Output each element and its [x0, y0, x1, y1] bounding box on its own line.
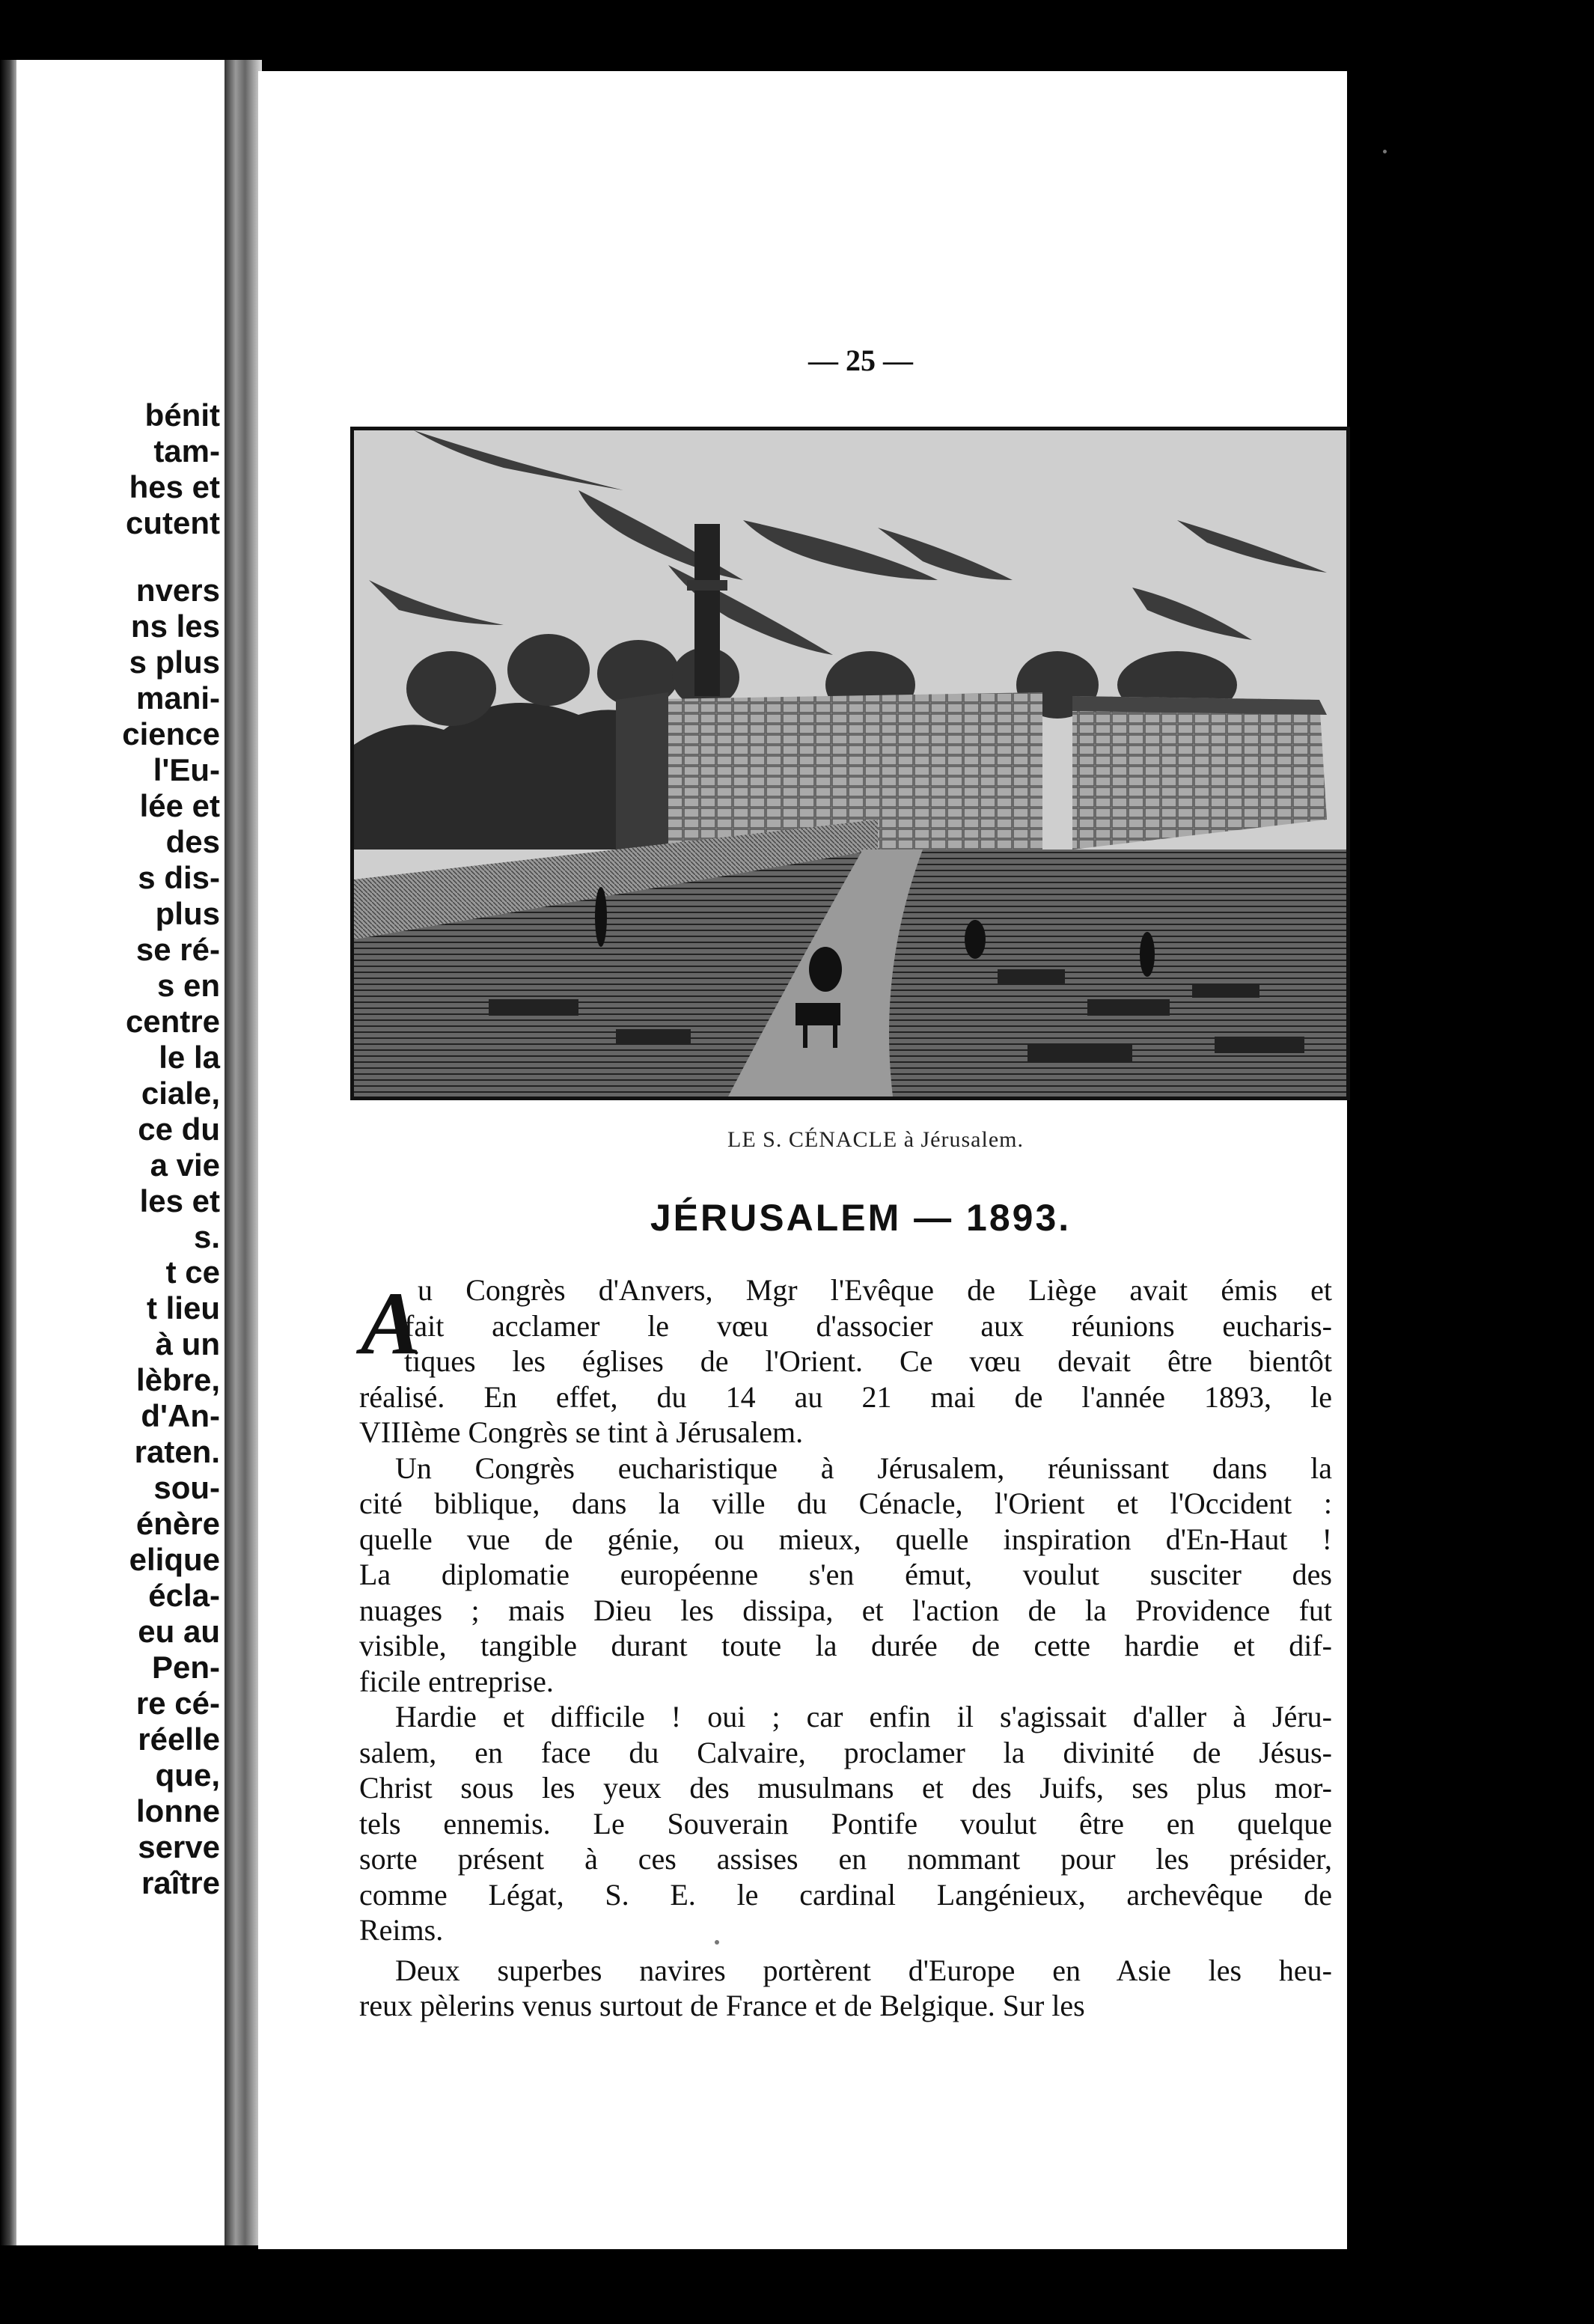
speck [1383, 150, 1387, 153]
left-page-line: que, [155, 1757, 220, 1793]
left-page-line: Pen- [151, 1650, 220, 1685]
left-page-line: les et [139, 1183, 220, 1219]
left-page-line: cutent [126, 505, 220, 540]
left-page-line: mani- [135, 680, 220, 716]
left-page-line: ce du [138, 1111, 220, 1147]
left-page-line: énère [135, 1506, 220, 1541]
left-page-line: cience [122, 716, 220, 751]
body-line: Christ sous les yeux des musulmans et des Juifs, ses plus mor- [359, 1771, 1332, 1805]
left-page-line: t ce [165, 1254, 220, 1290]
body-line: comme Légat, S. E. le cardinal Langénieux, archevêque de [359, 1877, 1332, 1912]
body-line: Reims. [359, 1913, 444, 1947]
body-line: ficile entreprise. [359, 1664, 554, 1698]
left-page-line: elique [129, 1542, 220, 1577]
left-page-line: a vie [150, 1147, 220, 1183]
body-line: réalisé. En effet, du 14 au 21 mai de l'année 1893, le [359, 1379, 1332, 1414]
left-page-line: s en [156, 968, 220, 1003]
body-line: u Congrès d'Anvers, Mgr l'Evêque de Liège avait émis et [418, 1273, 1332, 1307]
drop-cap: A [361, 1273, 421, 1373]
left-page-line: lée et [139, 788, 220, 823]
left-page-line: s. [193, 1219, 220, 1254]
body-line: fait acclamer le vœu d'associer aux réunions eucharis- [404, 1308, 1332, 1343]
left-page-line: des [165, 824, 220, 859]
left-page-line: s dis- [138, 860, 220, 895]
left-page-line: d'An- [141, 1398, 220, 1433]
body-line: tels ennemis. Le Souverain Pontife voulut être en quelque [359, 1806, 1332, 1840]
body-line: cité biblique, dans la ville du Cénacle, l'Orient et l'Occident : [359, 1486, 1332, 1520]
body-line: reux pèlerins venus surtout de France et de Belgique. Sur les [359, 1989, 1085, 2022]
left-page-line: réelle [138, 1721, 220, 1757]
cenacle-engraving [350, 427, 1350, 1100]
section-title: JÉRUSALEM — 1893. [650, 1197, 1072, 1239]
left-page-line: plus [155, 896, 220, 931]
left-page-line: hes et [129, 469, 220, 504]
left-page-line: raten. [134, 1434, 220, 1469]
body-line: visible, tangible durant toute la durée de cette hardie et dif- [359, 1629, 1332, 1662]
engraving-image [354, 430, 1346, 1097]
left-page-line: eu au [138, 1614, 220, 1649]
left-page-line: raître [141, 1865, 220, 1900]
body-line: La diplomatie européenne s'en émut, voulut susciter des [359, 1558, 1332, 1591]
left-page-line: tam- [153, 433, 220, 469]
body-line: salem, en face du Calvaire, proclamer la divinité de Jésus- [359, 1735, 1332, 1769]
left-page-line: le la [159, 1040, 220, 1075]
left-page-line: t lieu [146, 1290, 220, 1326]
book-gutter [225, 60, 262, 2245]
left-page-line: bénit [144, 397, 220, 433]
body-line: tiques les églises de l'Orient. Ce vœu devait être bientôt [404, 1344, 1332, 1378]
left-page-line: re cé- [135, 1686, 220, 1721]
left-page-line: l'Eu- [153, 752, 220, 787]
left-page-line: ns les [130, 609, 220, 644]
speck [715, 1940, 719, 1945]
body-line: sorte présent à ces assises en nommant pour les présider, [359, 1842, 1332, 1876]
body-line: quelle vue de génie, ou mieux, quelle inspiration d'En-Haut ! [359, 1522, 1332, 1556]
left-page-line: lèbre, [135, 1362, 220, 1397]
body-line: VIIIème Congrès se tint à Jérusalem. [359, 1415, 804, 1449]
left-page-line: lonne [136, 1793, 220, 1829]
illustration-caption: LE S. CÉNACLE à Jérusalem. [727, 1127, 1024, 1152]
body-line: Hardie et difficile ! oui ; car enfin il s'agissait d'aller à Jéru- [395, 1700, 1332, 1733]
body-line: Un Congrès eucharistique à Jérusalem, réunissant dans la [395, 1451, 1332, 1485]
left-page-line: ciale, [141, 1076, 220, 1111]
left-page-line: s plus [129, 644, 220, 680]
left-page-line: nvers [135, 573, 220, 608]
left-page-line: sou- [153, 1470, 220, 1505]
left-page-line: écla- [148, 1578, 220, 1613]
left-page-line: serve [138, 1829, 220, 1864]
body-line: Deux superbes navires portèrent d'Europe en Asie les heu- [395, 1953, 1332, 1987]
left-page-line: à un [155, 1326, 220, 1361]
body-line: nuages ; mais Dieu les dissipa, et l'action de la Providence fut [359, 1593, 1332, 1627]
minaret [694, 524, 720, 696]
page-number: — 25 — [808, 344, 913, 377]
left-page-line: centre [125, 1004, 220, 1039]
left-page-fragment [0, 60, 225, 2245]
left-page-edge [0, 60, 16, 2245]
left-page-line: se ré- [135, 932, 220, 967]
